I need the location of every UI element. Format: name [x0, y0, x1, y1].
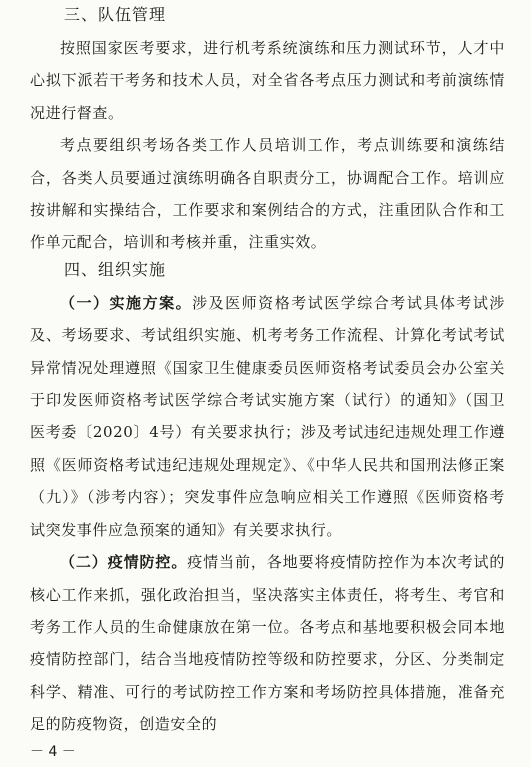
paragraph-epidemic-control — [30, 546, 505, 740]
page-number: － 4 － — [30, 744, 76, 760]
paragraph-implementation-plan — [30, 287, 505, 546]
paragraph-lead-implementation-plan: （一）实施方案。 — [60, 293, 193, 312]
paragraph-body-epidemic-control: 疫情当前，各地要将疫情防控作为本次考试的核心工作来抓，强化政治担当，坚决落实主体责任，将考生、考官和考务工作人员的生命健康放在第一位。各考点和基地要积极会同本地疫情防控部门，结合当地疫情防控等级和防控要求，分区、分类制定科学、精准、可行的考试防控工作方案和考场防控具体措施，准备充足的防疫物资，创造安全的 — [30, 553, 505, 734]
paragraph-body-implementation-plan: 涉及医师资格考试医学综合考试具体考试涉及、考场要求、考试组织实施、机考考务工作流程、计算化考试考试异常情况处理遵照《国家卫生健康委员医师资格考试委员会办公室关于印发医师资格考试医学综合考试实施方案（试行）的通知》（国卫医考委〔2020〕4号）有关要求执行；涉及考试违纪违规处理工作遵照《医师资格考试违纪违规处理规定》、《中华人民共和国刑法修正案（九）》（涉考内容）；突发事件应急响应相关工作遵照《医师资格考试突发事件应急预案的通知》有关要求执行。 — [30, 293, 505, 539]
section-heading-organization: 四、组织实施 — [64, 259, 167, 279]
paragraph-team-management-2: 考点要组织考场各类工作人员培训工作，考点训练要和演练结合，各类人员要通过演练明确各自职责分工，协调配合工作。培训应按讲解和实操结合，工作要求和案例结合的方式，注重团队合作和工作单元配合，培训和考核并重，注重实效。 — [30, 136, 505, 252]
section-heading-team-management: 三、队伍管理 — [64, 5, 167, 24]
paragraph-lead-epidemic-control: （二）疫情防控。 — [60, 553, 188, 572]
paragraph-team-management-1: 按照国家医考要求，进行机考系统演练和压力测试环节，人才中心拟下派若干考务和技术人员，对全省各考点压力测试和考前演练情况进行督查。 — [30, 39, 505, 122]
